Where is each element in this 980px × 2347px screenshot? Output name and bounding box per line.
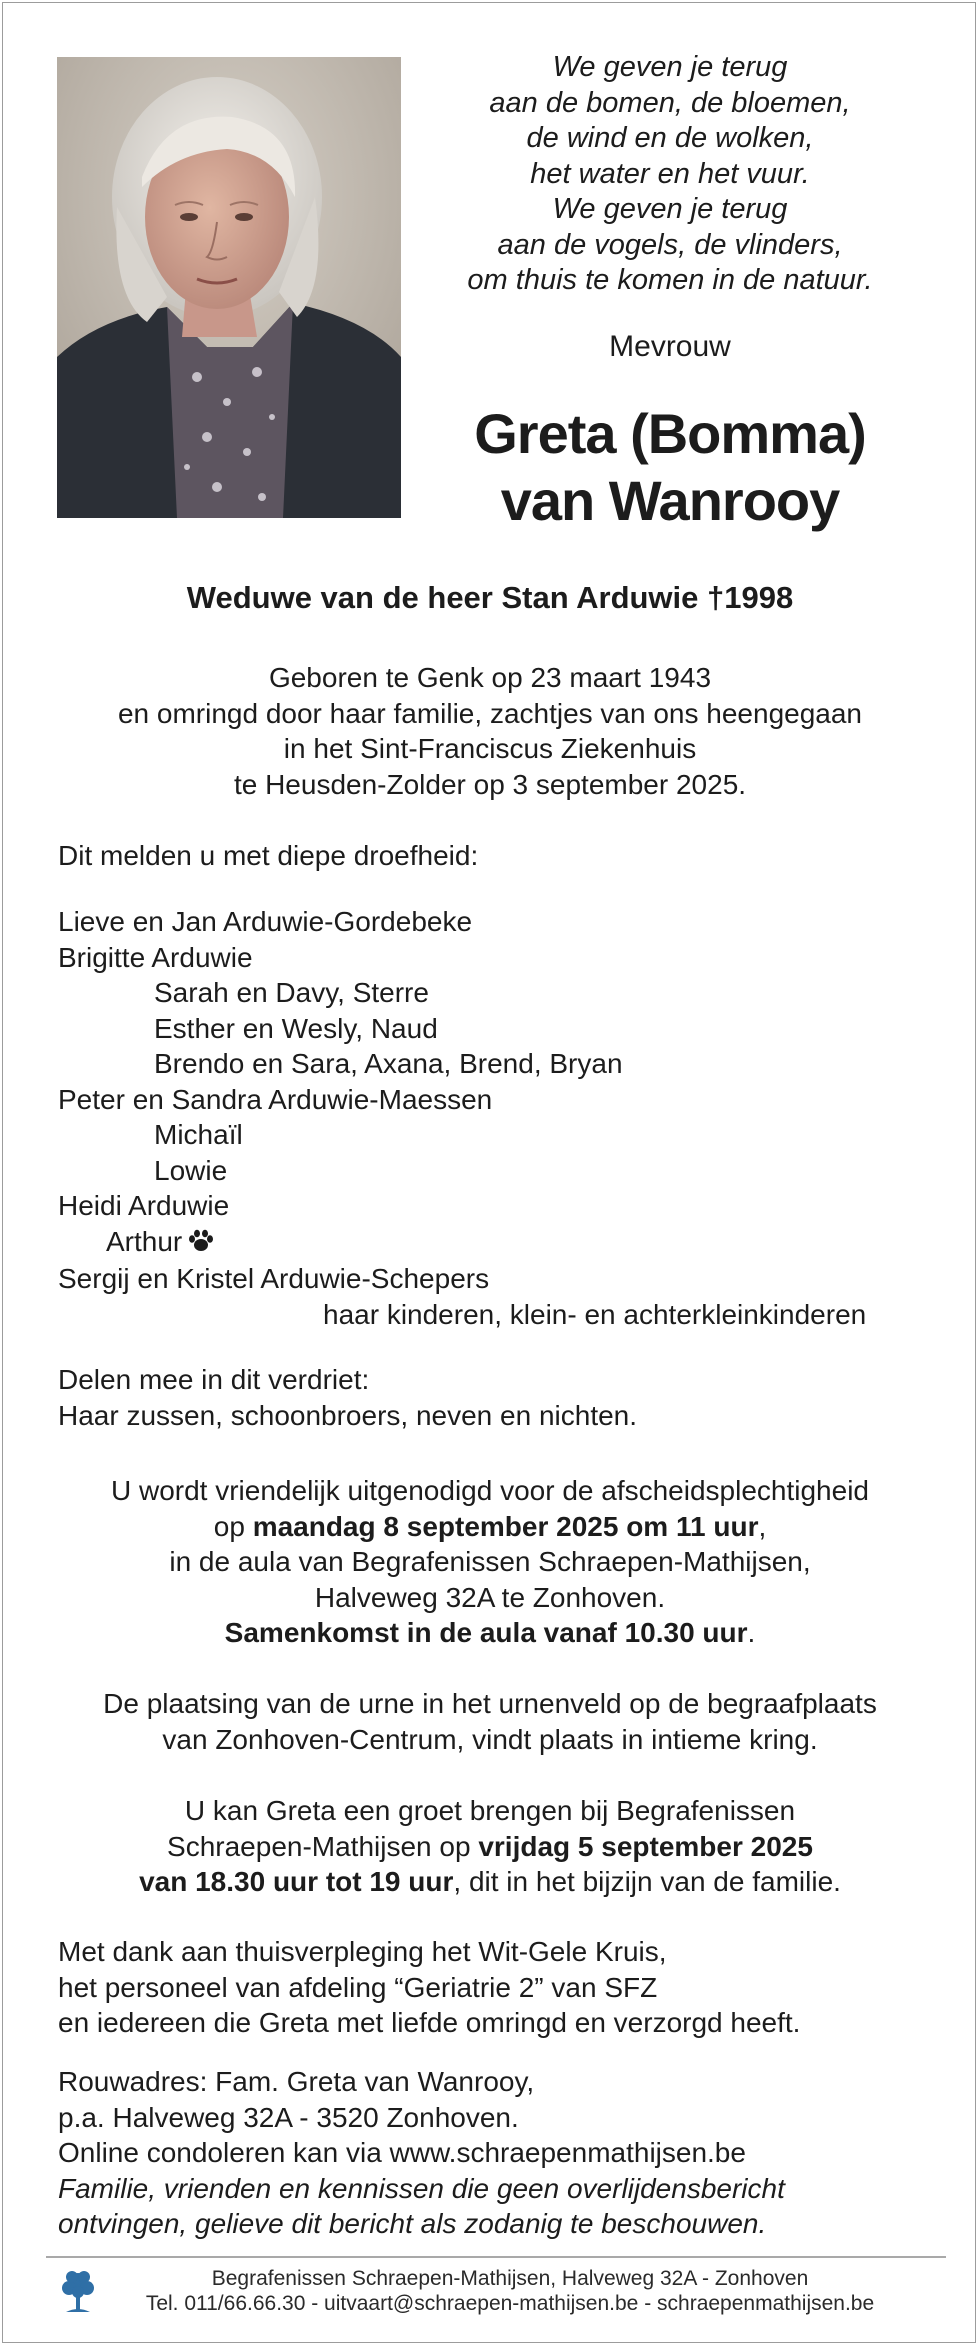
visit-line: U kan Greta een groet brengen bij Begrafenissen [184,1795,796,1826]
visit-line [40,1864,940,1900]
family-line: Sergij en Kristel Arduwie-Schepers [58,1263,490,1294]
paw-icon [188,1226,214,1262]
address-line: p.a. Halveweg 32A - 3520 Zonhoven. [58,2101,519,2133]
urn-info [40,1686,940,1757]
ceremony-date: maandag 8 september 2025 om 11 uur [252,1510,759,1542]
family-line: Lieve en Jan Arduwie-Gordebeke [58,906,473,937]
visit-time: van 18.30 uur tot 19 uur [139,1866,454,1897]
thanks-line: Met dank aan thuisverpleging het Wit-Gele Kruis, [58,1936,667,1967]
notice-line: ontvingen, gelieve dit bericht als zodanig te beschouwen. [58,2208,767,2239]
widow-line: Weduwe van de heer Stan Arduwie †1998 [186,580,794,615]
urn-line: De plaatsing van de urne in het urnenveld op de begraafplaats [103,1688,877,1719]
family-line-with-paw [58,1224,948,1262]
family-line: Michaïl [154,1119,243,1150]
name-line-2: van Wanrooy [500,469,840,532]
visit-date: vrijdag 5 september 2025 [478,1830,813,1862]
family-line: Peter en Sandra Arduwie-Maessen [58,1083,493,1115]
family-name: Arthur [106,1225,183,1257]
family-signoff: haar kinderen, klein- en achterkleinkinderen [323,1298,867,1330]
family-line: Esther en Wesly, Naud [154,1012,438,1044]
visit-text: , dit in het bijzijn van de familie. [453,1866,841,1897]
birth-line: Geboren te Genk op 23 maart 1943 [268,662,712,693]
family-line: Heidi Arduwie [58,1190,230,1221]
ceremony-line [40,1509,940,1545]
footer-line-1: Begrafenissen Schraepen-Mathijsen, Halveweg 32A - Zonhoven [211,2267,809,2290]
portrait-photo [57,57,401,518]
name-line-1: Greta (Bomma) [474,402,866,465]
family-line: Lowie [154,1154,228,1186]
poem-line: de wind en de wolken, [526,122,814,154]
address-line: Online condoleren kan via www.schraepenmathijsen.be [58,2137,746,2168]
birth-line: te Heusden-Zolder op 3 september 2025. [233,768,747,800]
notice-line: Familie, vrienden en kennissen die geen overlijdensbericht [58,2172,785,2204]
birth-line: in het Sint-Franciscus Ziekenhuis [283,733,697,764]
poem-line: We geven je terug [552,51,788,83]
ceremony-line: in de aula van Begrafenissen Schraepen-Mathijsen, [169,1546,811,1577]
urn-line: van Zonhoven-Centrum, vindt plaats in intieme kring. [162,1723,818,1755]
mourning-address [58,2064,948,2242]
family-line: Sarah en Davy, Sterre [154,977,429,1008]
tree-logo-icon [58,2268,98,2318]
poem-line: We geven je terug [552,193,788,225]
visit-line [40,1829,940,1865]
deceased-name [420,400,920,534]
ceremony-text: op [213,1510,253,1542]
footer-divider [46,2256,946,2258]
visit-info [40,1793,940,1900]
ceremony-line: U wordt vriendelijk uitgenodigd voor de afscheidsplechtigheid [110,1475,869,1506]
ceremony-info [40,1473,940,1651]
thanks-line: en iedereen die Greta met liefde omringd en verzorgd heeft. [58,2007,801,2038]
family-list [58,904,948,1332]
salutation: Mevrouw [609,330,731,363]
poem-line: om thuis te komen in de natuur. [467,264,873,296]
thanks-line: het personeel van afdeling “Geriatrie 2” van SFZ [58,1971,658,2003]
ceremony-line [40,1615,940,1651]
footer-line-2: Tel. 011/66.66.30 - uitvaart@schraepen-mathijsen.be - schraepenmathijsen.be [145,2292,875,2315]
share-grief [58,1362,948,1433]
birth-death-info [40,660,940,802]
poem-line: aan de vogels, de vlinders, [497,228,843,261]
birth-line: en omringd door haar familie, zachtjes van ons heengegaan [117,697,863,729]
poem [420,50,920,299]
poem-line: het water en het vuur. [530,157,810,190]
share-line: Delen mee in dit verdriet: [58,1364,370,1395]
portrait-illustration [57,57,401,518]
thanks [58,1934,948,2041]
family-line: Brigitte Arduwie [58,941,253,973]
ceremony-line: Halveweg 32A te Zonhoven. [314,1581,666,1613]
address-line: Rouwadres: Fam. Greta van Wanrooy, [58,2066,535,2097]
ceremony-text: . [747,1617,756,1648]
visit-text: Schraepen-Mathijsen op [167,1830,479,1862]
poem-line: aan de bomen, de bloemen, [489,86,851,119]
share-line: Haar zussen, schoonbroers, neven en nichten. [58,1399,638,1431]
gathering-time: Samenkomst in de aula vanaf 10.30 uur [224,1617,748,1648]
family-line: Brendo en Sara, Axana, Brend, Bryan [154,1048,623,1079]
ceremony-text: , [758,1510,767,1542]
announcement: Dit melden u met diepe droefheid: [58,840,479,871]
funeral-home-footer [100,2266,920,2316]
